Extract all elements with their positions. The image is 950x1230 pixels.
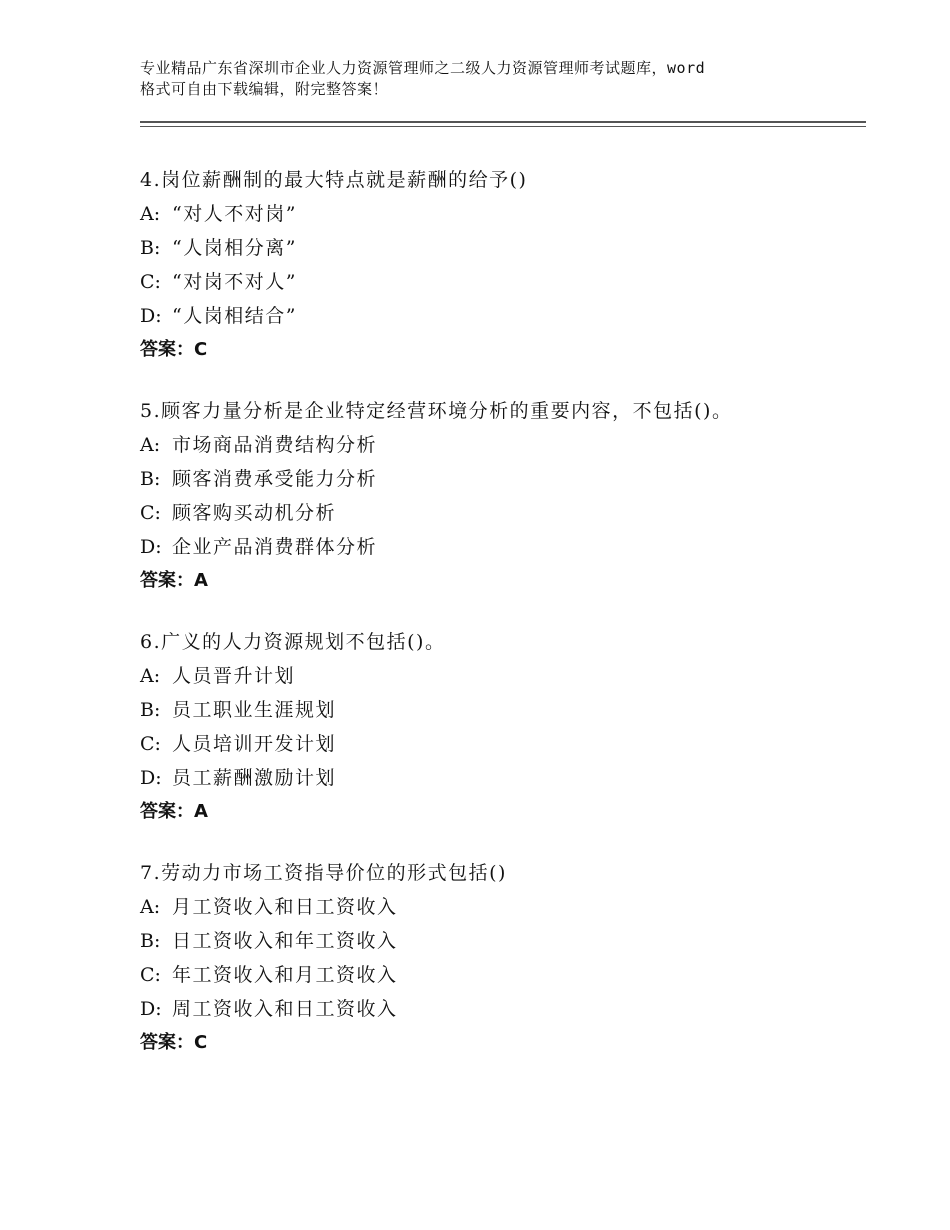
option-c — [140, 265, 860, 299]
option-text: 月工资收入和日工资收入 — [172, 896, 398, 918]
option-letter: B: — [140, 930, 161, 952]
question-5 — [140, 394, 860, 598]
option-letter: C: — [140, 502, 161, 524]
question-stem: 5.顾客力量分析是企业特定经营环境分析的重要内容，不包括()。 — [140, 400, 733, 422]
header-divider-thick — [140, 121, 866, 123]
option-b — [140, 231, 860, 265]
question-stem: 4.岗位薪酬制的最大特点就是薪酬的给予() — [140, 169, 528, 191]
option-text: 员工薪酬激励计划 — [172, 767, 337, 789]
option-c — [140, 727, 860, 761]
answer-label: 答案：A — [140, 801, 208, 822]
option-letter: D: — [140, 767, 162, 789]
option-a — [140, 428, 860, 462]
answer-label: 答案：C — [140, 1032, 208, 1053]
option-letter: B: — [140, 699, 161, 721]
option-letter: C: — [140, 964, 161, 986]
option-b — [140, 924, 860, 958]
header-divider-thin — [140, 126, 866, 127]
option-text: 人员培训开发计划 — [172, 733, 337, 755]
option-text: 日工资收入和年工资收入 — [172, 930, 398, 952]
question-4 — [140, 163, 860, 367]
option-d — [140, 299, 860, 333]
question-list — [140, 163, 860, 1087]
option-a — [140, 659, 860, 693]
option-text: “对人不对岗” — [172, 203, 297, 225]
option-letter: A: — [140, 665, 161, 687]
option-text: 周工资收入和日工资收入 — [172, 998, 398, 1020]
option-text: “对岗不对人” — [172, 271, 297, 293]
option-c — [140, 496, 860, 530]
option-letter: A: — [140, 896, 161, 918]
option-letter: C: — [140, 733, 161, 755]
option-text: 员工职业生涯规划 — [172, 699, 337, 721]
option-b — [140, 462, 860, 496]
option-letter: D: — [140, 998, 162, 1020]
option-a — [140, 890, 860, 924]
option-text: 人员晋升计划 — [172, 665, 296, 687]
option-letter: B: — [140, 237, 161, 259]
option-text: 顾客购买动机分析 — [172, 502, 337, 524]
option-b — [140, 693, 860, 727]
option-text: 企业产品消费群体分析 — [172, 536, 378, 558]
question-6 — [140, 625, 860, 829]
option-letter: A: — [140, 434, 161, 456]
option-text: “人岗相结合” — [172, 305, 297, 327]
option-text: 顾客消费承受能力分析 — [172, 468, 378, 490]
question-stem: 6.广义的人力资源规划不包括()。 — [140, 631, 446, 653]
option-letter: D: — [140, 536, 162, 558]
option-text: 年工资收入和月工资收入 — [172, 964, 398, 986]
answer-label: 答案：C — [140, 339, 208, 360]
document-header — [140, 58, 840, 100]
option-letter: C: — [140, 271, 161, 293]
option-d — [140, 530, 860, 564]
option-d — [140, 992, 860, 1026]
question-stem: 7.劳动力市场工资指导价位的形式包括() — [140, 862, 507, 884]
option-d — [140, 761, 860, 795]
header-line-2: 格式可自由下载编辑，附完整答案！ — [140, 80, 389, 98]
option-letter: A: — [140, 203, 161, 225]
option-text: 市场商品消费结构分析 — [172, 434, 378, 456]
question-7 — [140, 856, 860, 1060]
option-a — [140, 197, 860, 231]
option-letter: D: — [140, 305, 162, 327]
option-letter: B: — [140, 468, 161, 490]
option-c — [140, 958, 860, 992]
option-text: “人岗相分离” — [172, 237, 297, 259]
header-line-1: 专业精品广东省深圳市企业人力资源管理师之二级人力资源管理师考试题库，word — [140, 59, 706, 77]
answer-label: 答案：A — [140, 570, 208, 591]
